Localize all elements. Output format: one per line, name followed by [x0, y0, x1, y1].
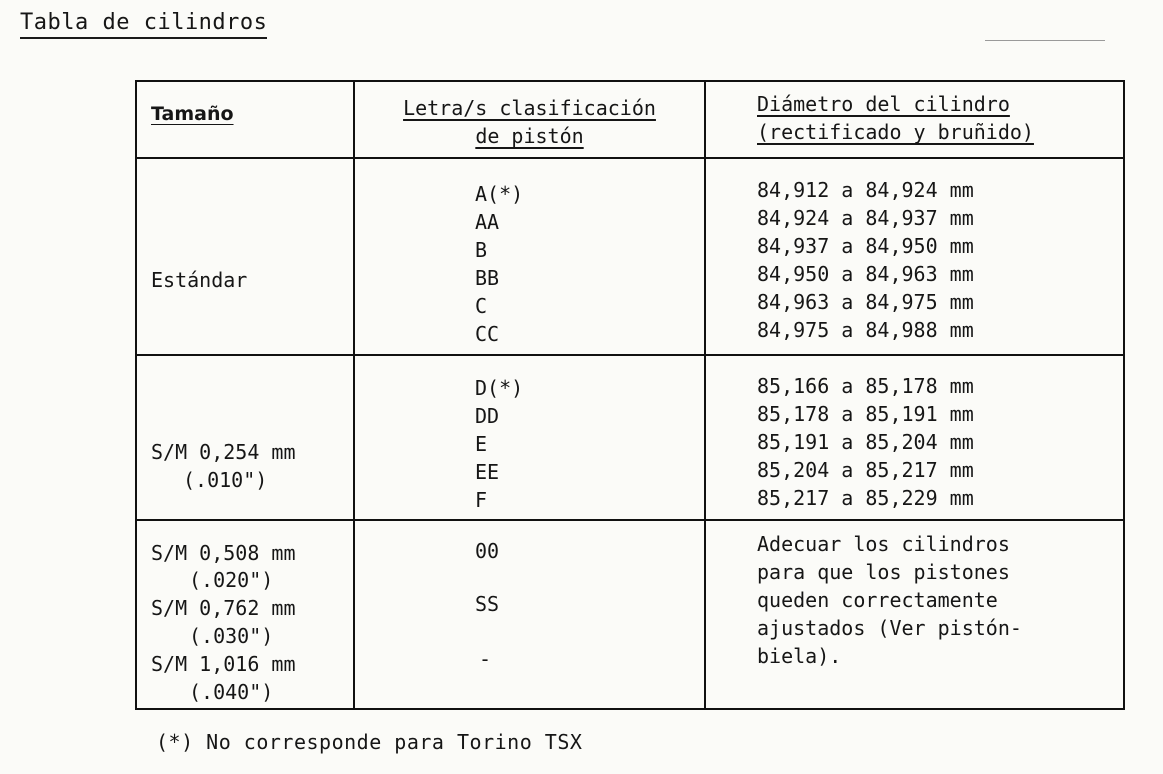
letter-code-00: 00 — [475, 539, 500, 563]
cylinder-table — [135, 80, 1125, 710]
header-letter-line2: de pistón — [475, 124, 584, 148]
letter-code: F — [475, 488, 488, 512]
column-divider — [353, 82, 355, 708]
diameter-range: 85,178 a 85,191 mm — [757, 402, 974, 426]
size-oversize-020-inch: (.020") — [189, 568, 274, 592]
header-diameter-line2: (rectificado y bruñido) — [757, 120, 1034, 144]
header-diameter-line1: Diámetro del cilindro — [757, 92, 1010, 116]
size-standard: Estándar — [151, 268, 248, 292]
letter-list-010 — [475, 374, 523, 514]
letter-code: B — [475, 238, 488, 262]
header-letter-line1: Letra/s clasificación — [403, 96, 656, 120]
size-oversize-040: S/M 1,016 mm — [151, 652, 296, 676]
size-oversize-040-inch: (.040") — [189, 680, 274, 704]
letter-code: C — [475, 294, 488, 318]
scan-mark — [985, 40, 1105, 41]
diameter-range: 84,975 a 84,988 mm — [757, 318, 974, 342]
diameter-range: 84,924 a 84,937 mm — [757, 206, 974, 230]
letter-code: D(*) — [475, 376, 524, 400]
note-line: Adecuar los cilindros — [757, 532, 1010, 556]
row-divider — [137, 519, 1123, 521]
size-oversize-030-inch: (.030") — [189, 624, 274, 648]
size-oversize-030: S/M 0,762 mm — [151, 596, 296, 620]
size-oversize-020: S/M 0,508 mm — [151, 541, 296, 565]
row-divider — [137, 354, 1123, 356]
oversize-note — [757, 530, 1022, 670]
diameter-range: 85,166 a 85,178 mm — [757, 374, 974, 398]
letter-code: A(*) — [475, 182, 524, 206]
letter-code: EE — [475, 460, 500, 484]
letter-code: CC — [475, 322, 500, 346]
note-line: biela). — [757, 644, 842, 668]
letter-list-standard — [475, 180, 523, 348]
size-oversize-010: S/M 0,254 mm — [151, 440, 296, 464]
letter-code-none: - — [479, 647, 492, 671]
diameter-range: 85,217 a 85,229 mm — [757, 486, 974, 510]
note-line: para que los pistones — [757, 560, 1010, 584]
letter-code: BB — [475, 266, 500, 290]
header-size: Tamaño — [151, 103, 234, 125]
diameter-range: 84,950 a 84,963 mm — [757, 262, 974, 286]
diameter-list-standard — [757, 176, 974, 344]
letter-code: AA — [475, 210, 500, 234]
diameter-list-010 — [757, 372, 974, 512]
letter-code-ss: SS — [475, 592, 500, 616]
note-line: queden correctamente — [757, 588, 998, 612]
footnote: (*) No corresponde para Torino TSX — [156, 730, 583, 754]
diameter-range: 84,963 a 84,975 mm — [757, 290, 974, 314]
page-title: Tabla de cilindros — [20, 10, 267, 39]
size-oversize-010-inch: (.010") — [183, 468, 268, 492]
column-divider — [704, 82, 706, 708]
diameter-range: 84,937 a 84,950 mm — [757, 234, 974, 258]
note-line: ajustados (Ver pistón- — [757, 616, 1022, 640]
diameter-range: 85,191 a 85,204 mm — [757, 430, 974, 454]
diameter-range: 84,912 a 84,924 mm — [757, 178, 974, 202]
letter-code: E — [475, 432, 488, 456]
row-divider — [137, 157, 1123, 159]
diameter-range: 85,204 a 85,217 mm — [757, 458, 974, 482]
letter-code: DD — [475, 404, 500, 428]
